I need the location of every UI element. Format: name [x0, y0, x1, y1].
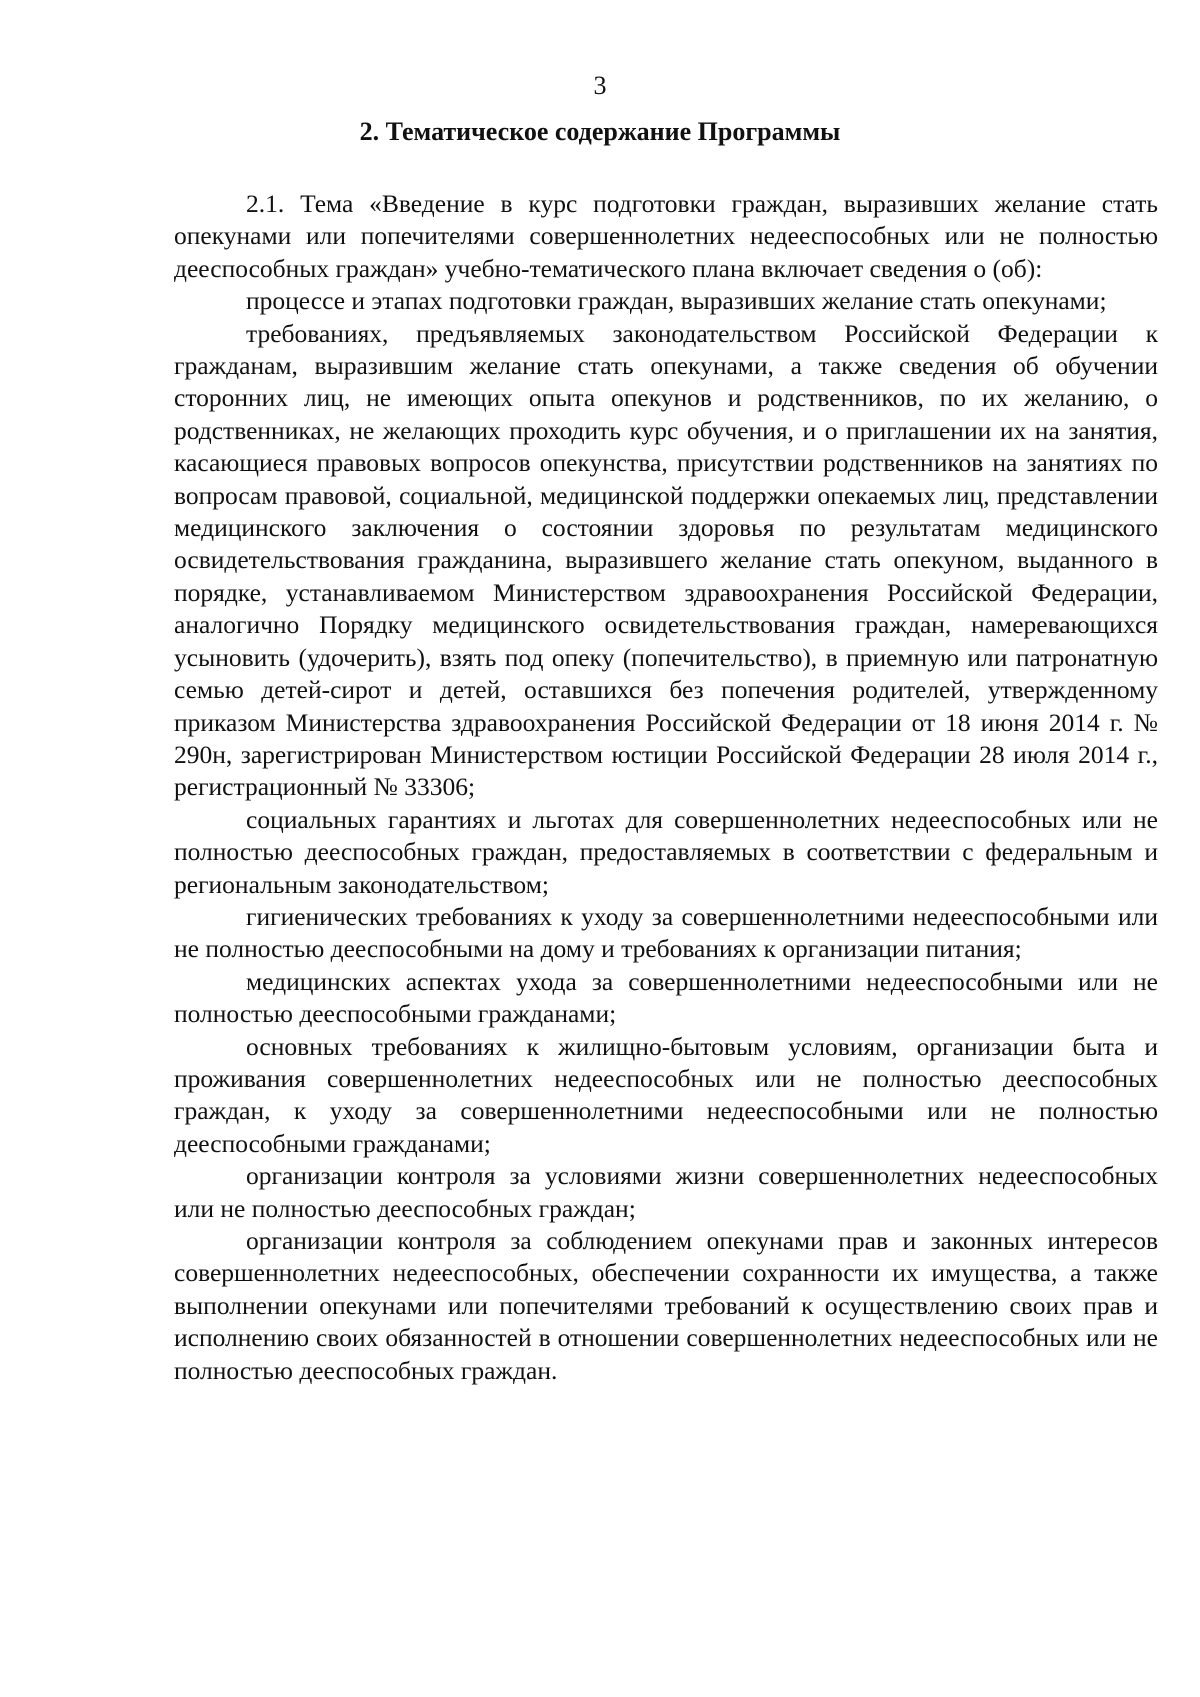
paragraph-item: социальных гарантиях и льготах для совершеннолетних недееспособных или не полностью дееспособных граждан, предоставляемых в соответствии с федеральным и региональным законодательством; [174, 804, 1158, 899]
paragraph-item: основных требованиях к жилищно-бытовым условиям, организации быта и проживания совершеннолетних недееспособных или не полностью дееспособных граждан, к уходу за совершеннолетними недееспособными или не полностью дееспособными гражданами; [174, 1031, 1158, 1158]
body-text [174, 188, 1158, 1387]
paragraph-item: организации контроля за соблюдением опекунами прав и законных интересов совершеннолетних недееспособных, обеспечении сохранности их имущества, а также выполнении опекунами или попечителями требований к осуществлению своих прав и исполнению своих обязанностей в отношении совершеннолетних недееспособных или не полностью дееспособных граждан. [174, 1226, 1158, 1385]
paragraph-intro: 2.1. Тема «Введение в курс подготовки граждан, выразивших желание стать опекунами или попечителями совершеннолетних недееспособных или не полностью дееспособных граждан» учебно-тематического плана включает сведения о (об): [174, 189, 1158, 283]
paragraph-item: требованиях, предъявляемых законодательством Российской Федерации к гражданам, выразившим желание стать опекунами, а также сведения об обучении сторонних лиц, не имеющих опыта опекунов и родственников, по их желанию, о родственниках, не желающих проходить курс обучения, и о приглашении их на занятия, касающиеся правовых вопросов опекунства, присутствии родственников на занятиях по вопросам правовой, социальной, медицинской поддержки опекаемых лиц, представлении медицинского заключения о состоянии здоровья по результатам медицинского освидетельствования гражданина, выразившего желание стать опекуном, выданного в порядке, устанавливаемом Министерством здравоохранения Российской Федерации, аналогично Порядку медицинского освидетельствования граждан, намеревающихся усыновить (удочерить), взять под опеку (попечительство), в приемную или патронатную семью детей-сирот и детей, оставшихся без попечения родителей, утвержденному приказом Министерства здравоохранения Российской Федерации от 18 июня 2014 г. № 290н, зарегистрирован Министерством юстиции Российской Федерации 28 июля 2014 г., регистрационный № 33306; [174, 318, 1158, 802]
paragraph-item: организации контроля за условиями жизни совершеннолетних недееспособных или не полностью дееспособных граждан; [174, 1161, 1158, 1223]
page-number: 3 [593, 71, 607, 100]
paragraph-item: гигиенических требованиях к уходу за совершеннолетними недееспособными или не полностью дееспособными на дому и требованиях к организации питания; [174, 901, 1158, 964]
paragraph-item: процессе и этапах подготовки граждан, выразивших желание стать опекунами; [246, 286, 1107, 316]
section-title: 2. Тематическое содержание Программы [359, 117, 841, 146]
paragraph-item: медицинских аспектах ухода за совершеннолетними недееспособными или не полностью дееспособными гражданами; [174, 966, 1158, 1029]
